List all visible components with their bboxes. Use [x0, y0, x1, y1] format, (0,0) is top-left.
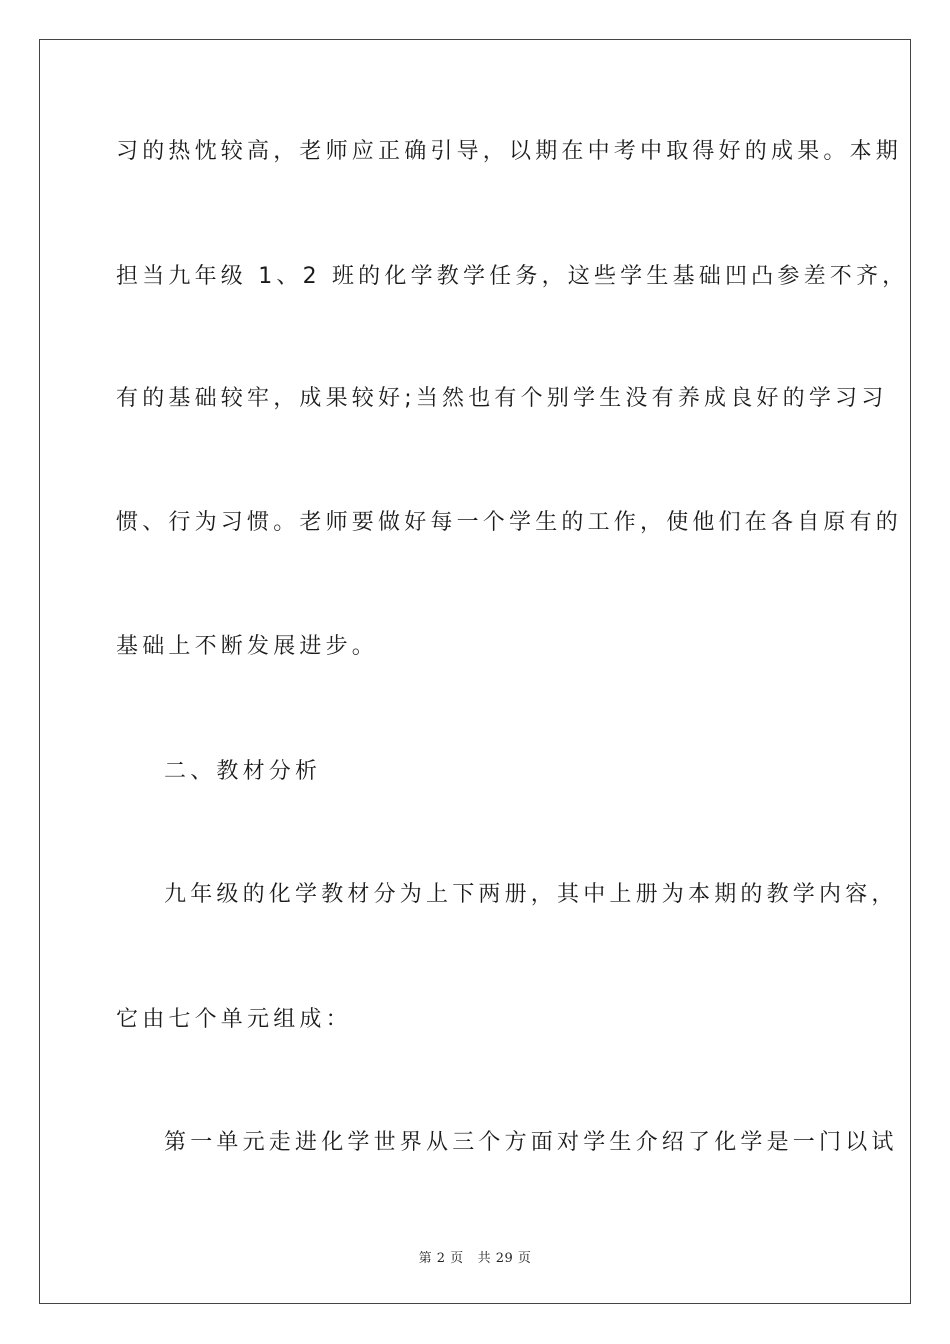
body-text-line-5: 基础上不断发展进步。: [116, 634, 379, 659]
body-text-line-3: 有的基础较牢，成果较好;当然也有个别学生没有养成良好的学习习: [116, 386, 888, 411]
page-border: [39, 39, 911, 1304]
page-number: 第 2 页: [418, 1251, 464, 1266]
page-footer: [0, 1247, 950, 1266]
page-total: 共 29 页: [477, 1251, 532, 1266]
body-text-line-7: 它由七个单元组成：: [116, 1007, 352, 1032]
body-text-line-6: 九年级的化学教材分为上下两册，其中上册为本期的教学内容，: [164, 882, 898, 907]
body-text-line-1: 习的热忱较高，老师应正确引导，以期在中考中取得好的成果。本期: [116, 139, 903, 164]
body-text-line-2: 担当九年级 1、2 班的化学教学任务，这些学生基础凹凸参差不齐，: [116, 264, 909, 289]
body-text-line-8: 第一单元走进化学世界从三个方面对学生介绍了化学是一门以试: [164, 1130, 898, 1155]
body-text-line-4: 惯、行为习惯。老师要做好每一个学生的工作，使他们在各自原有的: [116, 510, 903, 535]
section-heading: 二、教材分析: [164, 759, 322, 784]
